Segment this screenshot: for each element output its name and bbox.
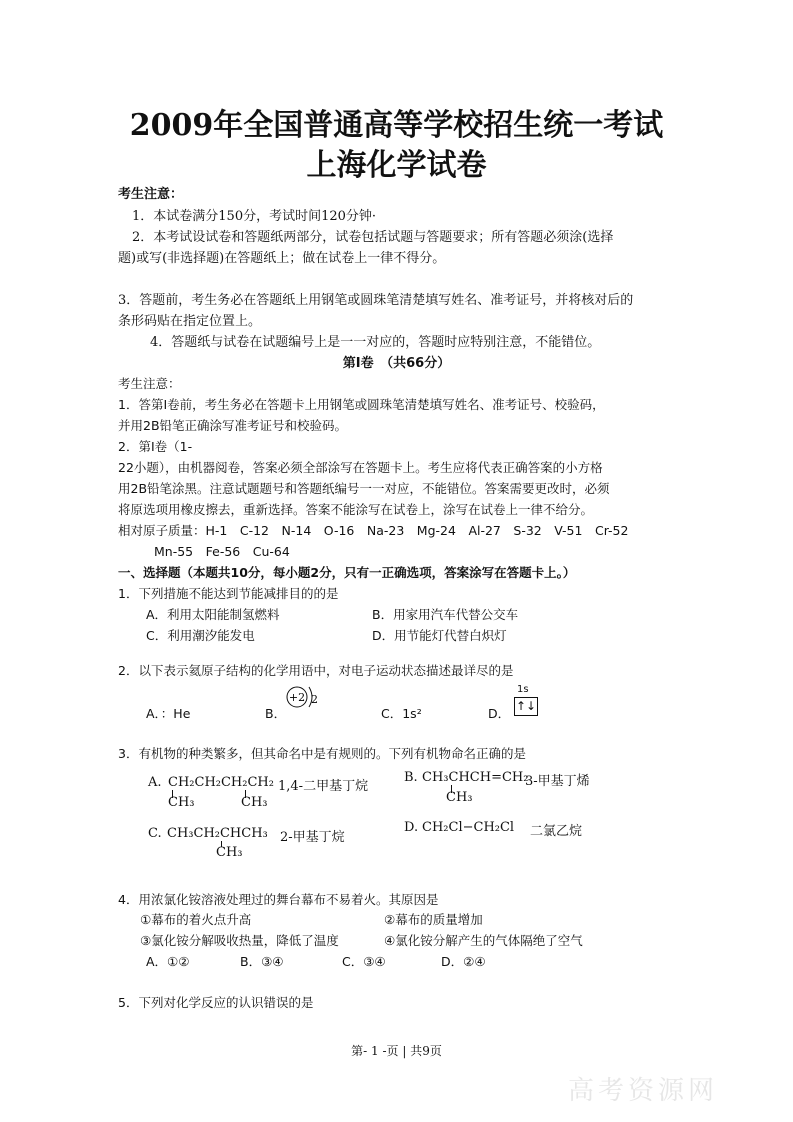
- helium-atom-diagram: [282, 682, 322, 714]
- title-line2: 上海化学试卷: [306, 148, 487, 183]
- q4-option-d: D．②④: [441, 954, 486, 969]
- q1-option-c: C．利用潮汐能发电: [146, 628, 255, 643]
- notice-heading: 考生注意：: [118, 187, 184, 202]
- q3-a-methyl2: CH₃: [241, 795, 268, 810]
- q3-b-name: 3-甲基丁烯: [525, 774, 590, 789]
- q1-option-b: B．用家用汽车代替公交车: [372, 607, 519, 622]
- nucleus-charge: +2: [288, 691, 306, 704]
- q3-d-formula: CH₂Cl−CH₂Cl: [422, 820, 515, 835]
- q3-c-name: 2-甲基丁烷: [280, 830, 345, 845]
- orbital-label: 1s: [517, 684, 529, 695]
- notice2-heading: 考生注意：: [118, 376, 181, 391]
- q3-c-methyl: CH₃: [216, 845, 243, 860]
- notice2-item: 1．答第Ⅰ卷前，考生务必在答题卡上用钢笔或圆珠笔清楚填写姓名、准考证号、校验码，: [118, 397, 605, 412]
- q2-option-d: D．: [488, 706, 511, 721]
- q3-d-label: D.: [404, 820, 419, 835]
- atomic-mass-line1: 相对原子质量：H-1 C-12 N-14 O-16 Na-23 Mg-24 Al-27 S-32 V-51 Cr-52: [118, 523, 629, 538]
- page-footer: 第- 1 -页 | 共9页: [351, 1044, 442, 1058]
- q2-option-c: C．1s²: [381, 706, 422, 721]
- title-line1: 2009年全国普通高等学校招生统一考试: [129, 108, 664, 143]
- q3-b-label: B.: [404, 770, 418, 785]
- question-4-stem: 4．用浓氯化铵溶液处理过的舞台幕布不易着火。其原因是: [118, 892, 439, 907]
- notice2-item: 并用2B铅笔正确涂写准考证号和校验码。: [118, 418, 348, 433]
- q3-a-name: 1,4-二甲基丁烷: [278, 779, 369, 794]
- q4-option-c: C．③④: [342, 954, 386, 969]
- question-5-stem: 5．下列对化学反应的认识错误的是: [118, 995, 314, 1010]
- part1-heading: 一、选择题（本题共10分，每小题2分，只有一正确选项，答案涂写在答题卡上。）: [118, 565, 576, 580]
- q1-option-d: D．用节能灯代替白炽灯: [372, 628, 507, 643]
- notice-item: 4．答题纸与试卷在试题编号上是一一对应的，答题时应特别注意，不能错位。: [150, 335, 601, 350]
- q3-a-label: A.: [148, 775, 162, 790]
- question-3-stem: 3．有机物的种类繁多，但其命名中是有规则的。下列有机物命名正确的是: [118, 746, 526, 761]
- watermark: 高考资源网: [568, 1076, 719, 1106]
- notice2-item: 22小题），由机器阅卷，答案必须全部涂写在答题卡上。考生应将代表正确答案的小方格: [118, 460, 603, 475]
- q3-b-formula: CH₃CHCH=CH₂: [422, 770, 529, 785]
- q3-a-methyl1: CH₃: [168, 795, 195, 810]
- notice2-item: 用2B铅笔涂黑。注意试题题号和答题纸编号一一对应，不能错位。答案需要更改时，必须: [118, 481, 610, 496]
- q4-option-b: B．③④: [240, 954, 284, 969]
- notice-item: 2．本考试设试卷和答题纸两部分，试卷包括试题与答题要求；所有答题必须涂(选择: [132, 230, 614, 245]
- q3-c-formula: CH₃CH₂CHCH₃: [167, 826, 268, 841]
- question-1-stem: 1．下列措施不能达到节能减排目的的是: [118, 586, 339, 601]
- q2-option-b: B．: [265, 706, 287, 721]
- notice-item: 题)或写(非选择题)在答题纸上；做在试卷上一律不得分。: [118, 251, 446, 266]
- notice-item: 3．答题前，考生务必在答题纸上用钢笔或圆珠笔清楚填写姓名、准考证号，并将核对后的: [118, 293, 634, 308]
- q3-b-methyl: CH₃: [446, 790, 473, 805]
- q4-statement-3: ③氯化铵分解吸收热量，降低了温度: [140, 933, 339, 948]
- q4-statement-1: ①幕布的着火点升高: [140, 912, 252, 927]
- q3-d-name: 二氯乙烷: [530, 824, 583, 839]
- notice2-item: 2．第Ⅰ卷（1-: [118, 439, 193, 454]
- notice2-item: 将原选项用橡皮擦去，重新选择。答案不能涂写在试卷上，涂写在试卷上一律不给分。: [118, 502, 594, 517]
- q4-option-a: A．①②: [146, 954, 190, 969]
- shell-electron-count: 2: [311, 693, 318, 706]
- orbital-box: ↑↓: [514, 697, 538, 716]
- q2-option-a: A．：He: [146, 706, 191, 721]
- q4-statement-4: ④氯化铵分解产生的气体隔绝了空气: [384, 933, 583, 948]
- atomic-mass-line2: Mn-55 Fe-56 Cu-64: [154, 544, 290, 559]
- notice-item: 1．本试卷满分150分，考试时间120分钟·: [132, 209, 377, 224]
- q3-a-formula: CH₂CH₂CH₂CH₂: [168, 775, 274, 790]
- section1-title: 第Ⅰ卷 （共66分）: [342, 356, 451, 371]
- q4-statement-2: ②幕布的质量增加: [384, 912, 483, 927]
- q1-option-a: A．利用太阳能制氢燃料: [146, 607, 280, 622]
- question-2-stem: 2．以下表示氦原子结构的化学用语中，对电子运动状态描述最详尽的是: [118, 663, 514, 678]
- q3-c-label: C.: [148, 826, 162, 841]
- notice-item: 条形码贴在指定位置上。: [118, 314, 262, 329]
